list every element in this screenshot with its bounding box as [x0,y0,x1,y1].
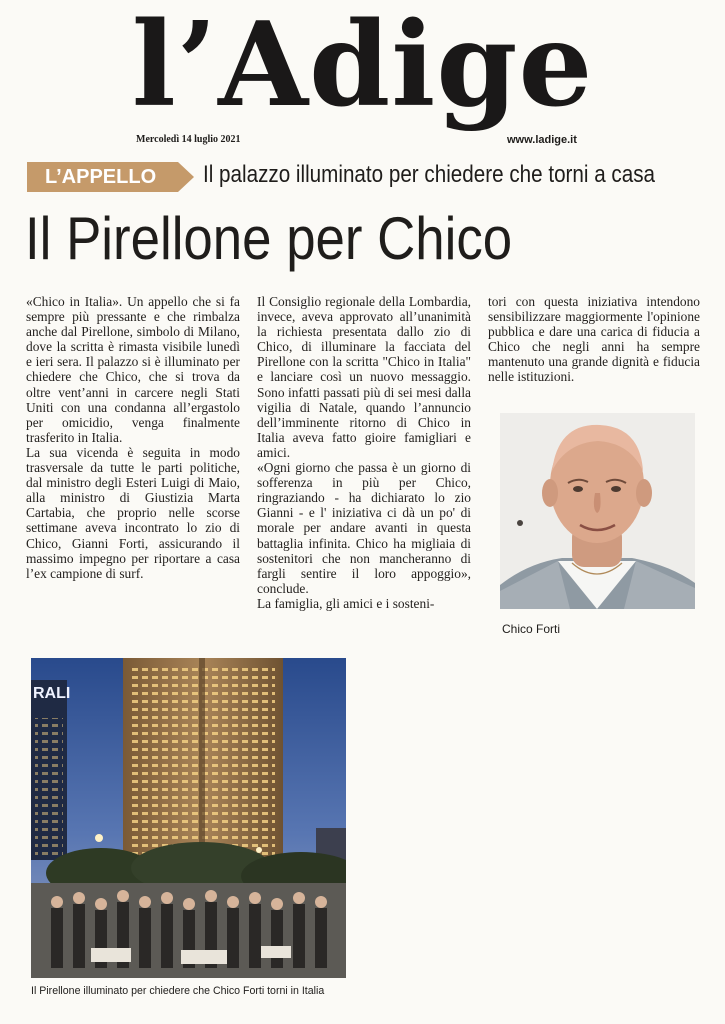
paragraph: «Ogni giorno che passa è un giorno di sofferenza in più per Chico, ringraziando - ha dichiarato lo zio Gianni - e l' iniziativa ci dà un po' di morale per andare avanti in questa battaglia infinita. Chico ha migliaia di sostenitori che non mancheranno di fargli sentire il loro appoggio», conclude. [257,460,471,596]
sign-lettering: RALI [33,685,71,702]
kicker-arrow-icon [178,162,194,192]
article-column-3 [488,294,700,385]
kicker-text: L’APPELLO [27,162,178,192]
paragraph: La famiglia, gli amici e i sosteni- [257,595,435,611]
pirellone-photo [31,658,346,978]
portrait-caption: Chico Forti [502,622,561,636]
paragraph: La sua vicenda è seguita in modo trasversale da tutte le parti politiche, dal ministro degli Esteri Luigi di Maio, alla ministro di Giustizia Marta Cartabia, che proprio nelle scorse settimane aveva incontrato lo zio di Chico, Gianni Forti, assicurando il massimo impegno per riportare a casa l’ex campione di surf. [26,444,240,581]
pirellone-image [31,658,346,978]
paragraph: Il Consiglio regionale della Lombardia, invece, aveva approvato all’unanimità la richiesta presentata dallo zio di Chico, di illuminare la facciata del Pirellone con la scritta "Chico in Italia" e lanciare così un nuovo messaggio. Sono infatti passati più di sei mesi dalla vigilia di Natale, quando l’annuncio dell’imminente ritorno di Chico in Italia aveva fatto gioire famigliari e amici. [257,294,471,460]
website-url[interactable]: www.ladige.it [507,134,577,146]
issue-date: Mercoledì 14 luglio 2021 [136,134,241,145]
article-headline: Il Pirellone per Chico [25,205,513,272]
portrait-image [500,413,695,609]
article-column-2 [257,294,471,611]
article-column-1 [26,294,240,581]
portrait-photo [500,413,695,609]
paragraph: tori con questa iniziativa intendono sensibilizzare maggiormente l'opinione pubblica e dare una carica di fiducia a Chico che negli anni ha sempre mantenuto una grande dignità e fiducia nelle istituzioni. [488,294,700,385]
article-subheadline: Il palazzo illuminato per chiedere che torni a casa [203,161,656,188]
newspaper-masthead: l’Adige [131,0,594,133]
photo-caption: Il Pirellone illuminato per chiedere che Chico Forti torni in Italia [31,985,325,997]
paragraph: «Chico in Italia». Un appello che si fa sempre più pressante e che rimbalza anche dal Pirellone, simbolo di Milano, dove la scritta è rimasta visibile lunedì e ieri sera. Il palazzo si è illuminato per chiedere che Chico, che si trova da oltre vent’anni in carcere negli Stati Uniti con una condanna all’ergastolo per omicidio, venga finalmente trasferito in Italia. [26,294,240,445]
